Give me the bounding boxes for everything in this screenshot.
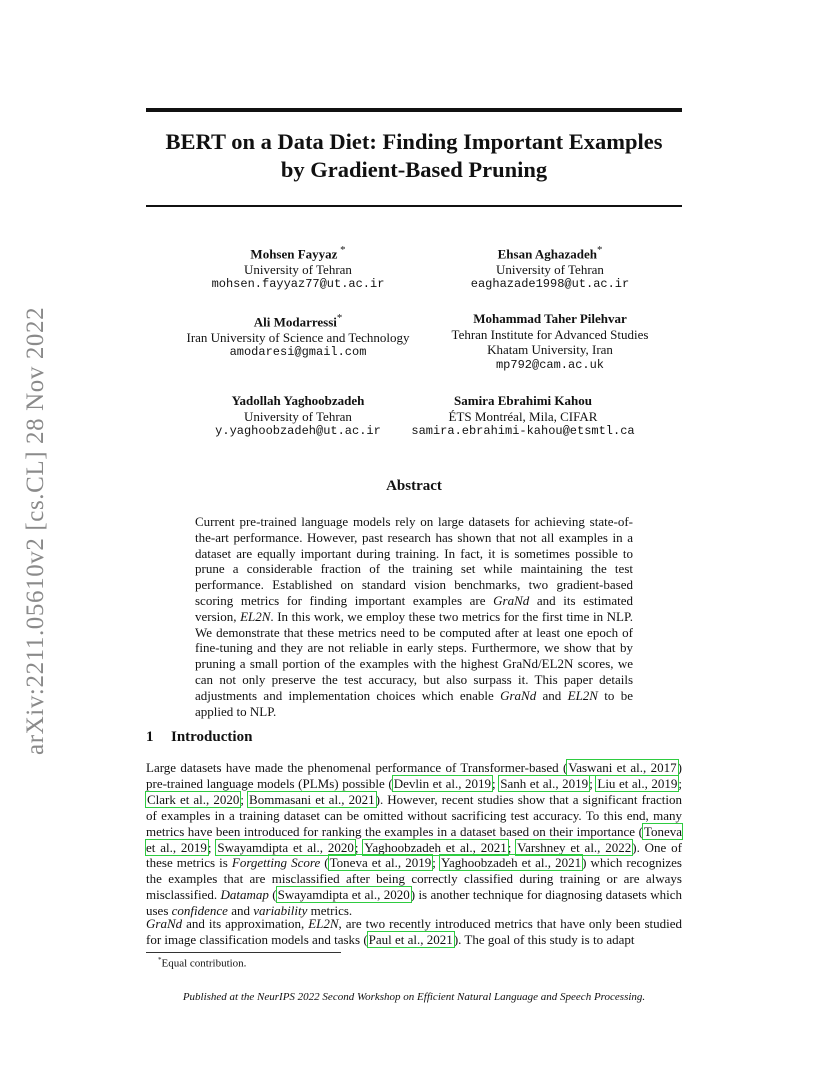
section-number: 1 [146,729,154,745]
author-affiliation: Iran University of Science and Technology [186,329,410,345]
author-email[interactable]: mohsen.fayyaz77@ut.ac.ir [211,277,385,292]
author-affiliation: University of Tehran [244,408,352,424]
arxiv-identifier: arXiv:2211.05610v2 [cs.CL] 28 Nov 2022 [22,306,49,755]
citation-link[interactable]: Swayamdipta et al., 2020 [277,887,410,903]
citation-link[interactable]: Devlin et al., 2019 [393,775,492,791]
citation-link[interactable]: Vaswani et al., 2017 [568,760,677,775]
author-name: Ali Modarressi [253,314,337,330]
footnote-text: Equal contribution. [161,957,247,970]
citation-link[interactable]: Liu et al., 2019 [597,775,678,791]
author-block-5 [168,393,428,440]
author-block-1 [168,243,428,293]
footnote [158,956,246,970]
author-name: Mohammad Taher Pilehvar [473,311,627,326]
author-name: Samira Ebrahimi Kahou [454,393,592,408]
title-line-2: by Gradient-Based Pruning [280,157,548,182]
equal-contribution-mark: * [596,244,603,256]
author-name: Ehsan Aghazadeh [497,246,597,262]
author-email[interactable]: samira.ebrahimi-kahou@etsmtl.ca [411,424,635,438]
citation-link[interactable]: Bommasani et al., 2021 [249,791,375,807]
citation-link[interactable]: Swayamdipta et al., 2020 [217,839,354,855]
equal-contribution-mark: * [336,312,343,324]
author-email[interactable]: amodaresi@gmail.com [229,345,367,360]
intro-paragraph-1: Large datasets have made the phenomenal performance of Transformer-based (Vaswani et al., 2017) pre-trained language models (PLMs) possible (Devlin et al., 2019; Sanh et al., 2019; Liu et al., 2019; Clark et al., 2020; Bommasani et al., 2021). However, recent studies show that a significant fraction of examples in a training dataset can be omitted without sacrificing test accuracy. To this end, many metrics have been introduced for ranking the examples in a dataset based on their importance (Toneva et al., 2019; Swayamdipta et al., 2020; Yaghoobzadeh et al., 2021; Varshney et al., 2022). One of these metrics is Forgetting Score (Toneva et al., 2019; Yaghoobzadeh et al., 2021) which recognizes the examples that are misclassified after being correctly classified during training or are always misclassified. Datamap (Swayamdipta et al., 2020) is another technique for diagnosing datasets which uses confidence and variability metrics. [146,760,683,919]
citation-link[interactable]: Sanh et al., 2019 [500,775,589,791]
author-email[interactable]: mp792@cam.ac.uk [495,357,605,372]
citation-link[interactable]: Toneva et al., 2019 [329,855,432,871]
citation-link[interactable]: Clark et al., 2020 [147,791,240,807]
author-name: Mohsen Fayyaz [250,246,338,262]
citation-link[interactable]: Paul et al., 2021 [368,931,453,947]
author-block-3 [158,311,438,361]
citation-link[interactable]: Toneva et al., 2019 [146,823,682,855]
section-heading-introduction [146,729,252,746]
abstract-heading: Abstract [386,478,442,494]
author-affiliation: ÉTS Montréal, Mila, CIFAR [448,408,598,424]
abstract-text: Current pre-trained language models rely on large datasets for achieving state-of-the-art performance. However, past research has shown that not all examples in a dataset are equally important during training. In fact, it is sometimes possible to prune a considerable fraction of the training set while maintaining the test performance. Established on standard vision benchmarks, two gradient-based scoring metrics for finding important examples are GraNd and its estimated version, EL2N. In this work, we employ these two metrics for the first time in NLP. We demonstrate that these metrics need to be computed after at least one epoch of fine-tuning and they are not reliable in early steps. Furthermore, we show that by pruning a small portion of the examples with the highest GraNd/EL2N scores, we can not only preserve the test accuracy, but also surpass it. This paper details adjustments and implementation choices which enable GraNd and EL2N to be applied to NLP. [195,514,633,719]
author-block-2 [414,243,686,293]
footnote-rule [146,952,341,953]
author-affiliation-2: Khatam University, Iran [487,342,613,357]
author-affiliation: University of Tehran [496,261,604,277]
author-affiliation: Tehran Institute for Advanced Studies [451,326,649,342]
author-email[interactable]: y.yaghoobzadeh@ut.ac.ir [215,424,381,438]
footnote-mark: * [158,956,162,964]
citation-link[interactable]: Yaghoobzadeh et al., 2021 [440,855,582,871]
section-title: Introduction [171,729,253,745]
title-bottom-rule [146,205,682,207]
author-name: Yadollah Yaghoobzadeh [231,393,365,408]
intro-paragraph-2: GraNd and its approximation, EL2N, are two recently introduced metrics that have only been studied for image classification models and tasks (Paul et al., 2021). The goal of this study is to adapt [146,916,683,947]
citation-link[interactable]: Varshney et al., 2022 [517,839,632,855]
venue-footer: Published at the NeurIPS 2022 Second Workshop on Efficient Natural Language and Speech Processing. [182,991,646,1003]
author-affiliation: University of Tehran [244,261,352,277]
author-block-4 [414,311,686,373]
author-block-6 [396,393,650,440]
equal-contribution-mark: * [337,244,346,256]
citation-link[interactable]: Yaghoobzadeh et al., 2021 [364,839,507,855]
title-line-1: BERT on a Data Diet: Finding Important Examples [165,129,663,154]
author-email[interactable]: eaghazade1998@ut.ac.ir [470,277,630,292]
title-top-rule [146,108,682,112]
paper-title [146,128,682,184]
